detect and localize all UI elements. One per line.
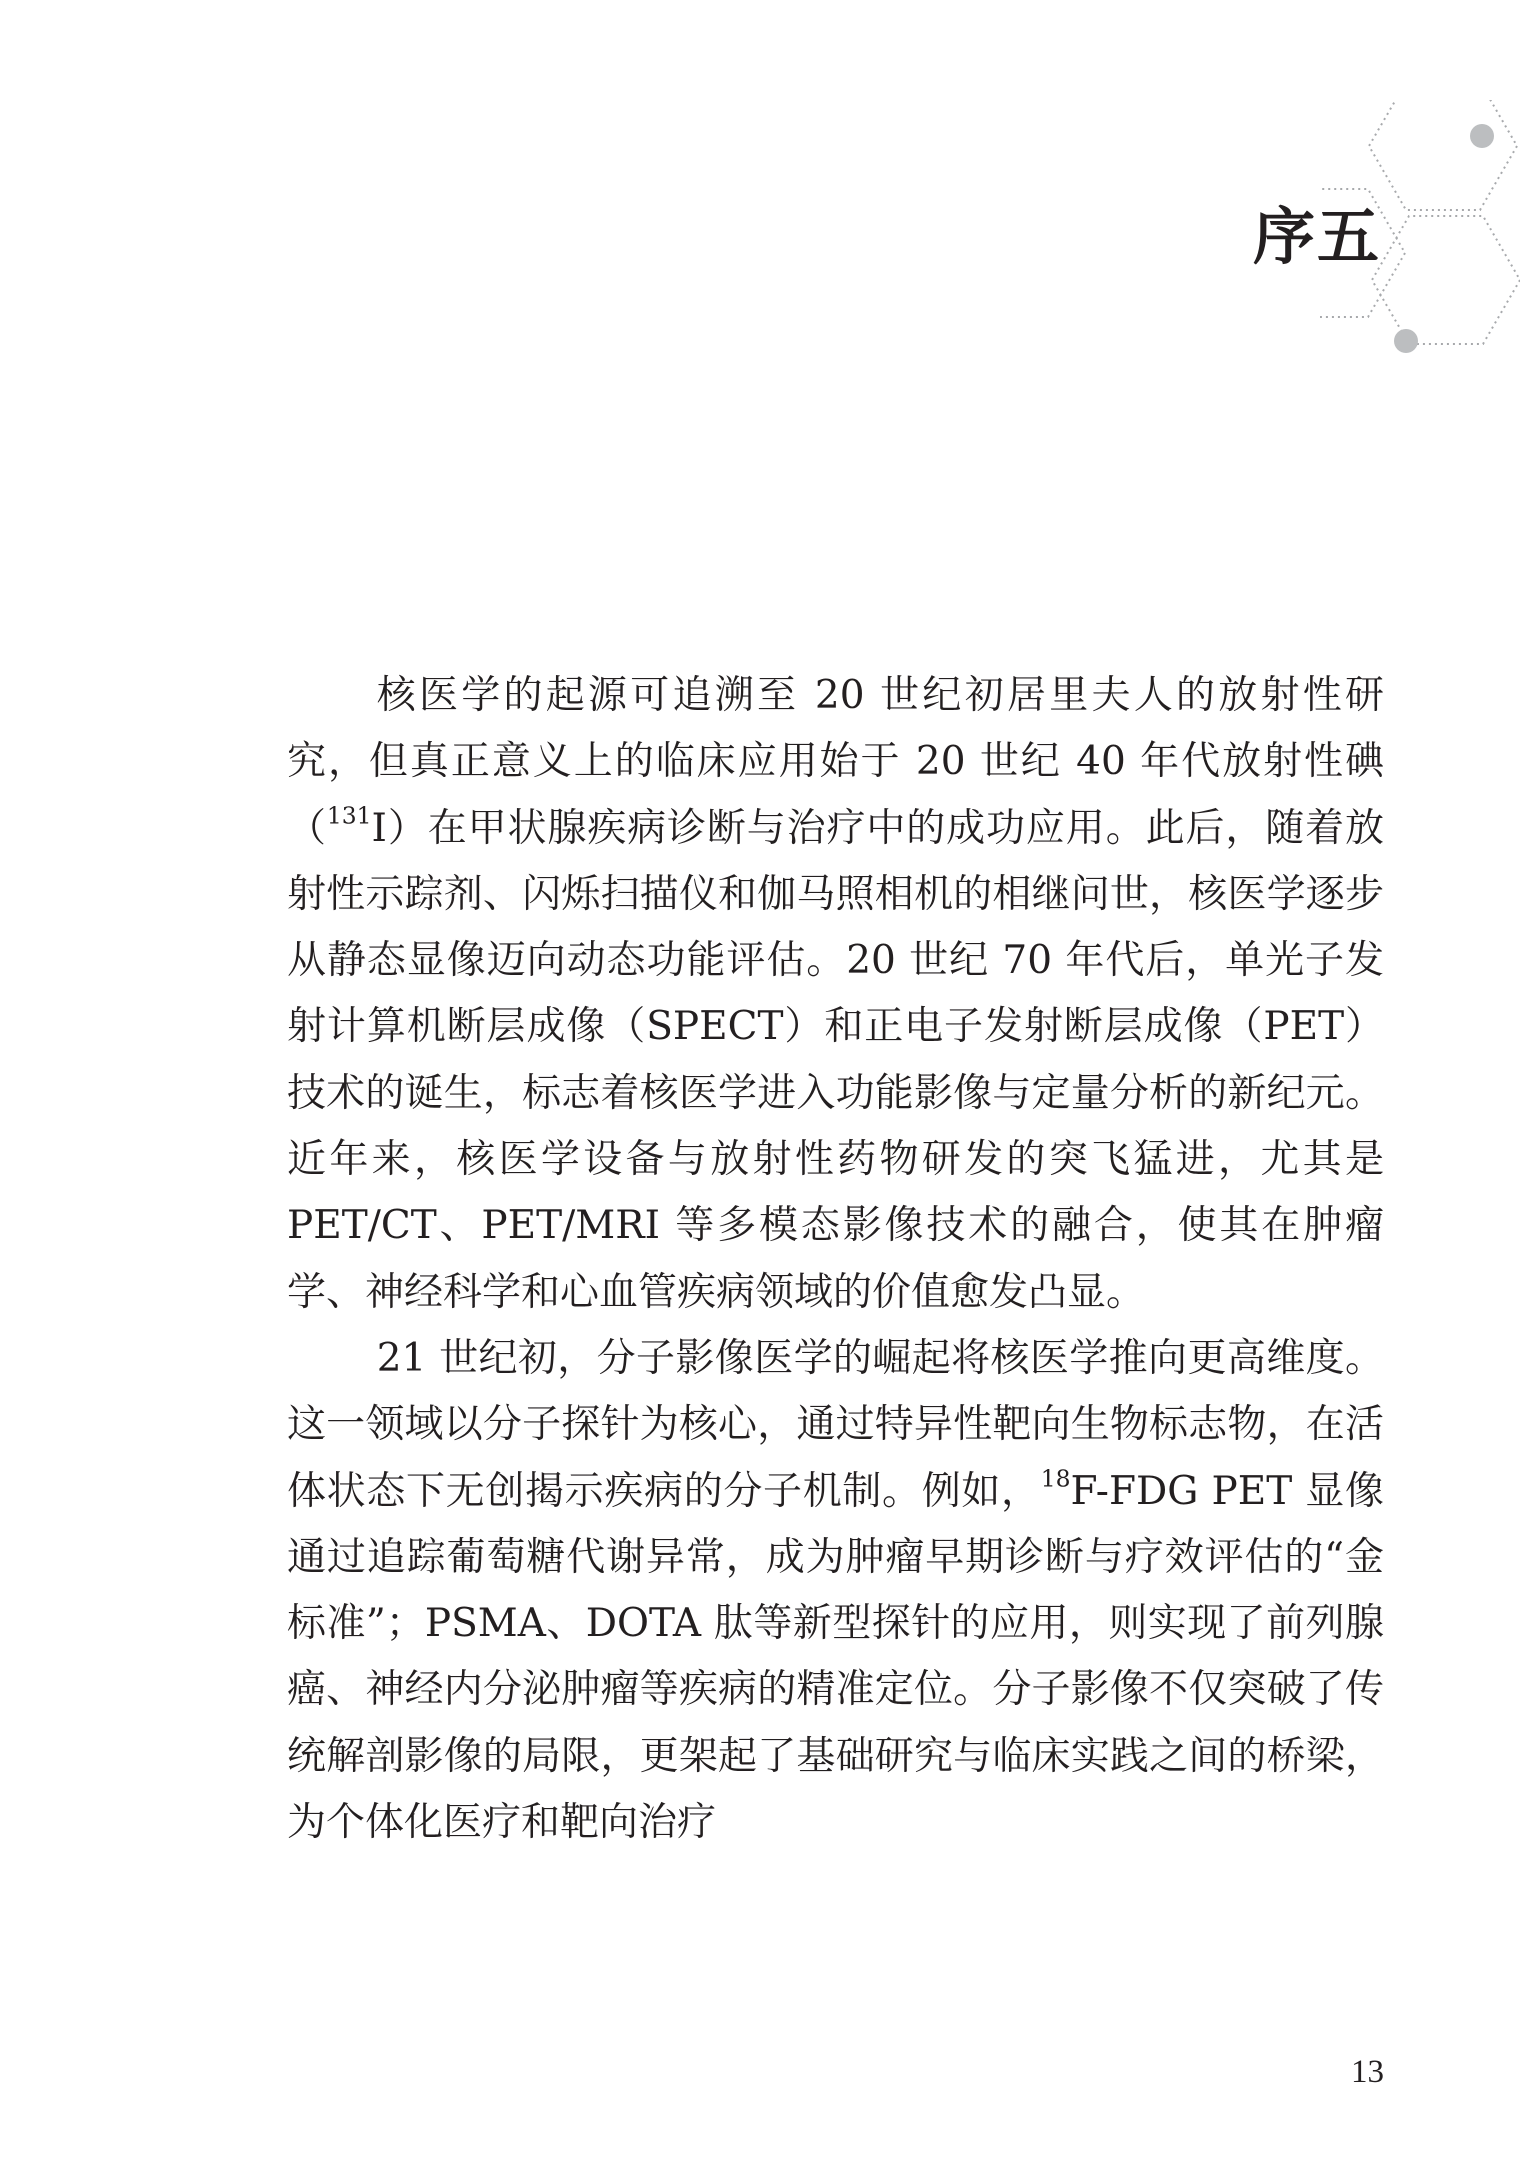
paragraph-1 <box>287 663 1384 1326</box>
paragraph-1-text-b: I）在甲状腺疾病诊断与治疗中的成功应用。此后，随着放射性示踪剂、闪烁扫描仪和伽马照相机的相继问世，核医学逐步从静态显像迈向动态功能评估。20 世纪 70 年代后，单光子发射计算机断层成像（SPECT）和正电子发射断层成像（PET）技术的诞生，标志着核医学进入功能影像与定量分析的新纪元。近年来，核医学设备与放射性药物研发的突飞猛进，尤其是 PET/CT、PET/MRI 等多模态影像技术的融合，使其在肿瘤学、神经科学和心血管疾病领域的价值愈发凸显。 <box>287 805 1384 1315</box>
page-number: 13 <box>1351 2054 1384 2090</box>
decor-dot-top <box>1470 124 1494 148</box>
paragraph-2-text-a: 21 世纪初，分子影像医学的崛起将核医学推向更高维度。这一领域以分子探针为核心，通过特异性靶向生物标志物，在活体状态下无创揭示疾病的分子机制。例如， <box>287 1335 1384 1514</box>
body-text <box>287 663 1384 1856</box>
decor-dot-bottom <box>1394 329 1418 353</box>
isotope-mass-number-f18: 18 <box>1040 1464 1071 1493</box>
paragraph-2-text-b: F-FDG PET 显像通过追踪葡萄糖代谢异常，成为肿瘤早期诊断与疗效评估的“金标准”；PSMA、DOTA 肽等新型探针的应用，则实现了前列腺癌、神经内分泌肿瘤等疾病的精准定位。分子影像不仅突破了传统解剖影像的局限，更架起了基础研究与临床实践之间的桥梁，为个体化医疗和靶向治疗 <box>287 1468 1384 1846</box>
paragraph-2 <box>287 1326 1384 1856</box>
chapter-title: 序五 <box>1253 200 1382 273</box>
paragraph-1-text-a: 核医学的起源可追溯至 20 世纪初居里夫人的放射性研究，但真正意义上的临床应用始于 20 世纪 40 年代放射性碘（ <box>287 673 1384 851</box>
isotope-mass-number-i131: 131 <box>326 801 372 830</box>
